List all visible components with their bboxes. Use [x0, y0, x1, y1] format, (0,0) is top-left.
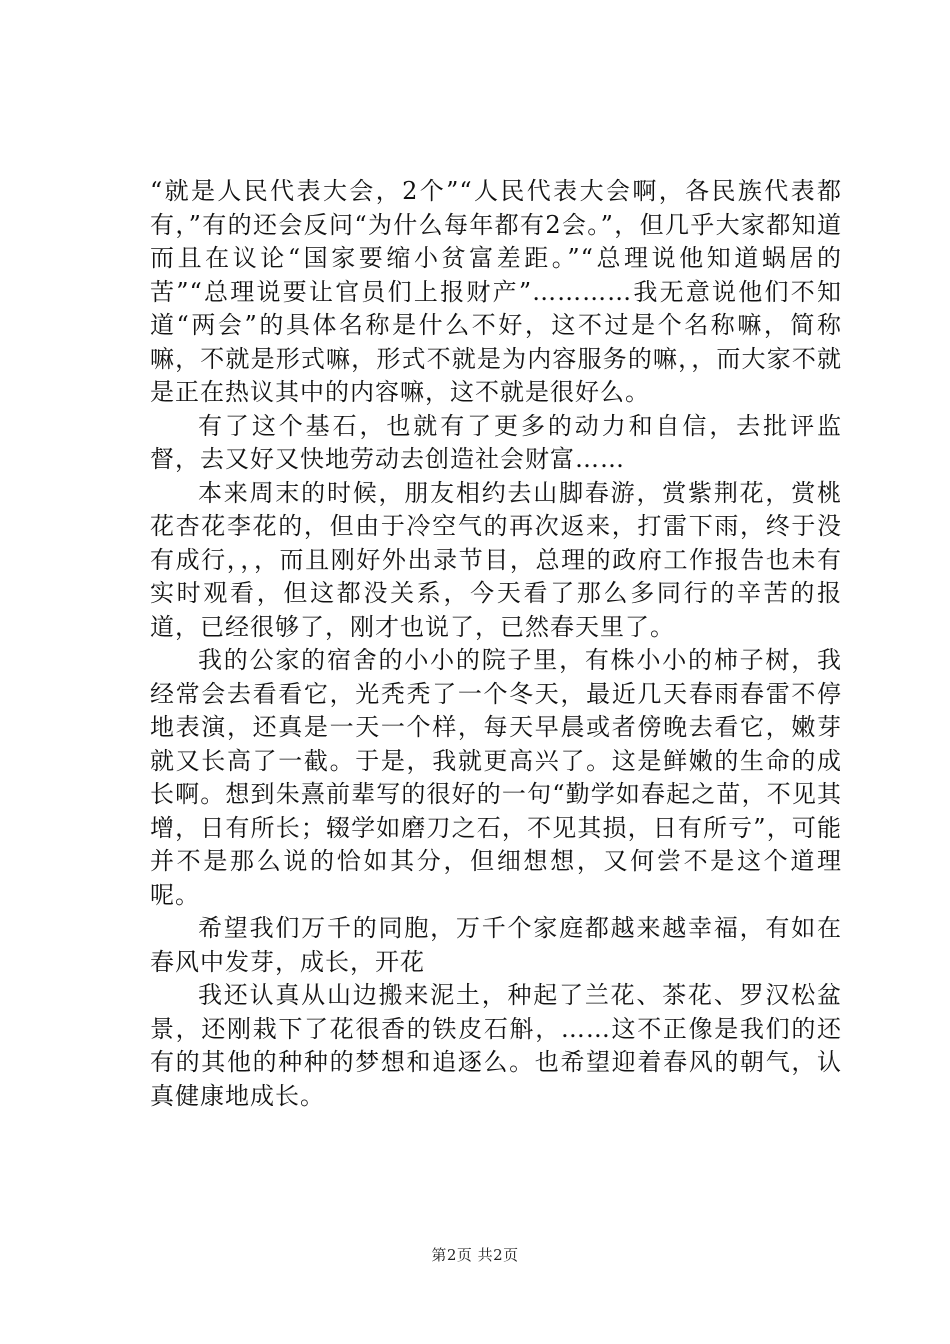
paragraph-1: “就是人民代表大会，2个”“人民代表大会啊，各民族代表都有，”有的还会反问“为什么每年都有2会。”，但几乎大家都知道而且在议论“国家要缩小贫富差距。”“总理说他知道蜗居的苦”“总理说要让官员们上报财产”…………我无意说他们不知道“两会”的具体名称是什么不好，这不过是个名称嘛，简称嘛，不就是形式嘛，形式不就是为内容服务的嘛，，而大家不就是正在热议其中的内容嘛，这不就是很好么。 [150, 177, 842, 406]
paragraph-3: 本来周末的时候，朋友相约去山脚春游，赏紫荆花，赏桃花杏花李花的，但由于冷空气的再次返来，打雷下雨，终于没有成行，，，而且刚好外出录节目，总理的政府工作报告也未有实时观看，但这都没关系，今天看了那么多同行的辛苦的报道，已经很够了，刚才也说了，已然春天里了。 [150, 478, 842, 641]
paragraph-5: 希望我们万千的同胞，万千个家庭都越来越幸福，有如在春风中发芽，成长，开花 [150, 914, 842, 976]
paragraph-6: 我还认真从山边搬来泥土，种起了兰花、茶花、罗汉松盆景，还刚栽下了花很香的铁皮石斛，……这不正像是我们的还有的其他的种种的梦想和追逐么。也希望迎着春风的朝气，认真健康地成长。 [150, 981, 842, 1110]
document-body [150, 175, 842, 1113]
page-footer: 第2页 共2页 [431, 1246, 519, 1264]
paragraph-4: 我的公家的宿舍的小小的院子里，有株小小的柿子树，我经常会去看看它，光秃秃了一个冬天，最近几天春雨春雷不停地表演，还真是一天一个样，每天早晨或者傍晚去看它，嫩芽就又长高了一截。于是，我就更高兴了。这是鲜嫩的生命的成长啊。想到朱熹前辈写的很好的一句“勤学如春起之苗，不见其增，日有所长；辍学如磨刀之石，不见其损，日有所亏”，可能并不是那么说的恰如其分，但细想想，又何尝不是这个道理呢。 [150, 646, 842, 909]
paragraph-2: 有了这个基石，也就有了更多的动力和自信，去批评监督，去又好又快地劳动去创造社会财富…… [150, 411, 842, 473]
